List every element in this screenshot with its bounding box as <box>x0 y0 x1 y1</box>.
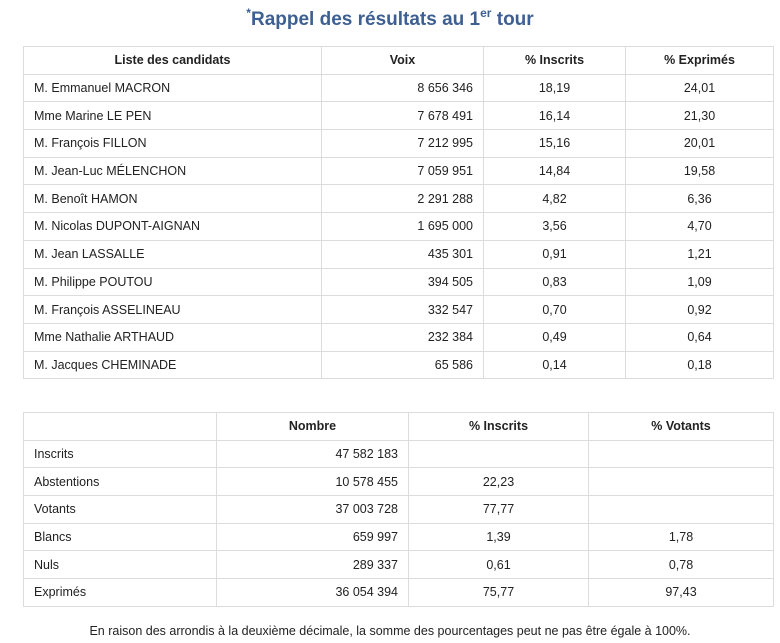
candidate-voix: 2 291 288 <box>322 185 484 213</box>
table-row <box>24 496 774 524</box>
header-pct-exprimes: % Exprimés <box>626 47 774 75</box>
candidate-name: M. Jean LASSALLE <box>24 240 322 268</box>
summary-nombre: 10 578 455 <box>217 468 409 496</box>
candidate-name: M. Philippe POUTOU <box>24 268 322 296</box>
table-row <box>24 579 774 607</box>
table-row <box>24 440 774 468</box>
table-row <box>24 296 774 324</box>
candidate-pct-exprimes: 21,30 <box>626 102 774 130</box>
summary-nombre: 36 054 394 <box>217 579 409 607</box>
candidate-pct-exprimes: 20,01 <box>626 130 774 158</box>
candidate-pct-exprimes: 4,70 <box>626 213 774 241</box>
candidate-pct-inscrits: 16,14 <box>484 102 626 130</box>
candidate-name: Mme Nathalie ARTHAUD <box>24 323 322 351</box>
table-row <box>24 213 774 241</box>
summary-pct-inscrits: 77,77 <box>409 496 589 524</box>
summary-nombre: 37 003 728 <box>217 496 409 524</box>
candidate-pct-exprimes: 0,18 <box>626 351 774 379</box>
candidate-pct-inscrits: 0,49 <box>484 323 626 351</box>
candidate-name: M. Emmanuel MACRON <box>24 74 322 102</box>
summary-pct-votants <box>589 440 774 468</box>
candidate-voix: 232 384 <box>322 323 484 351</box>
table-row <box>24 130 774 158</box>
summary-pct-votants <box>589 496 774 524</box>
candidate-pct-inscrits: 18,19 <box>484 74 626 102</box>
candidate-pct-exprimes: 24,01 <box>626 74 774 102</box>
candidate-voix: 332 547 <box>322 296 484 324</box>
table-row <box>24 102 774 130</box>
candidate-pct-exprimes: 1,09 <box>626 268 774 296</box>
header-pct-inscrits: % Inscrits <box>409 413 589 441</box>
candidate-pct-exprimes: 6,36 <box>626 185 774 213</box>
summary-pct-votants: 97,43 <box>589 579 774 607</box>
table-row <box>24 323 774 351</box>
table-row <box>24 240 774 268</box>
table-row <box>24 268 774 296</box>
title-main: Rappel des résultats au 1 <box>250 9 481 30</box>
summary-label: Votants <box>24 496 217 524</box>
header-candidates: Liste des candidats <box>24 47 322 75</box>
candidates-table <box>23 46 774 379</box>
summary-pct-votants: 0,78 <box>589 551 774 579</box>
candidate-voix: 7 678 491 <box>322 102 484 130</box>
title-end: tour <box>491 9 534 30</box>
title-superscript: er <box>480 6 492 20</box>
summary-header-row <box>24 413 774 441</box>
candidate-name: M. Jacques CHEMINADE <box>24 351 322 379</box>
table-row <box>24 157 774 185</box>
header-voix: Voix <box>322 47 484 75</box>
page-title <box>0 6 780 31</box>
candidate-name: M. Nicolas DUPONT-AIGNAN <box>24 213 322 241</box>
candidate-voix: 7 212 995 <box>322 130 484 158</box>
summary-label: Blancs <box>24 523 217 551</box>
table-row <box>24 468 774 496</box>
candidate-pct-inscrits: 0,70 <box>484 296 626 324</box>
candidate-pct-exprimes: 19,58 <box>626 157 774 185</box>
candidate-pct-inscrits: 15,16 <box>484 130 626 158</box>
table-row <box>24 523 774 551</box>
candidate-name: M. François FILLON <box>24 130 322 158</box>
candidate-pct-inscrits: 4,82 <box>484 185 626 213</box>
summary-nombre: 289 337 <box>217 551 409 579</box>
candidate-pct-inscrits: 0,83 <box>484 268 626 296</box>
candidates-header-row <box>24 47 774 75</box>
table-row <box>24 551 774 579</box>
candidate-voix: 435 301 <box>322 240 484 268</box>
summary-pct-inscrits: 0,61 <box>409 551 589 579</box>
summary-table <box>23 412 774 607</box>
footnote: En raison des arrondis à la deuxième décimale, la somme des pourcentages peut ne pas être égale à 100%. <box>89 624 691 638</box>
summary-label: Nuls <box>24 551 217 579</box>
summary-pct-votants <box>589 468 774 496</box>
candidate-name: M. Benoît HAMON <box>24 185 322 213</box>
candidate-pct-inscrits: 14,84 <box>484 157 626 185</box>
header-nombre: Nombre <box>217 413 409 441</box>
summary-label: Inscrits <box>24 440 217 468</box>
candidate-pct-inscrits: 3,56 <box>484 213 626 241</box>
candidate-name: M. François ASSELINEAU <box>24 296 322 324</box>
title-asterisk: * <box>246 6 251 20</box>
candidate-voix: 65 586 <box>322 351 484 379</box>
candidate-pct-exprimes: 0,92 <box>626 296 774 324</box>
candidate-name: M. Jean-Luc MÉLENCHON <box>24 157 322 185</box>
candidate-pct-exprimes: 0,64 <box>626 323 774 351</box>
summary-pct-inscrits: 75,77 <box>409 579 589 607</box>
candidate-voix: 7 059 951 <box>322 157 484 185</box>
summary-nombre: 659 997 <box>217 523 409 551</box>
candidate-pct-inscrits: 0,91 <box>484 240 626 268</box>
table-row <box>24 74 774 102</box>
summary-label: Exprimés <box>24 579 217 607</box>
summary-label: Abstentions <box>24 468 217 496</box>
candidate-voix: 8 656 346 <box>322 74 484 102</box>
candidate-voix: 394 505 <box>322 268 484 296</box>
table-row <box>24 351 774 379</box>
summary-pct-inscrits: 1,39 <box>409 523 589 551</box>
candidate-voix: 1 695 000 <box>322 213 484 241</box>
table-row <box>24 185 774 213</box>
candidate-pct-exprimes: 1,21 <box>626 240 774 268</box>
header-blank <box>24 413 217 441</box>
summary-pct-inscrits <box>409 440 589 468</box>
header-pct-inscrits: % Inscrits <box>484 47 626 75</box>
summary-pct-inscrits: 22,23 <box>409 468 589 496</box>
header-pct-votants: % Votants <box>589 413 774 441</box>
candidate-name: Mme Marine LE PEN <box>24 102 322 130</box>
summary-nombre: 47 582 183 <box>217 440 409 468</box>
candidate-pct-inscrits: 0,14 <box>484 351 626 379</box>
summary-pct-votants: 1,78 <box>589 523 774 551</box>
